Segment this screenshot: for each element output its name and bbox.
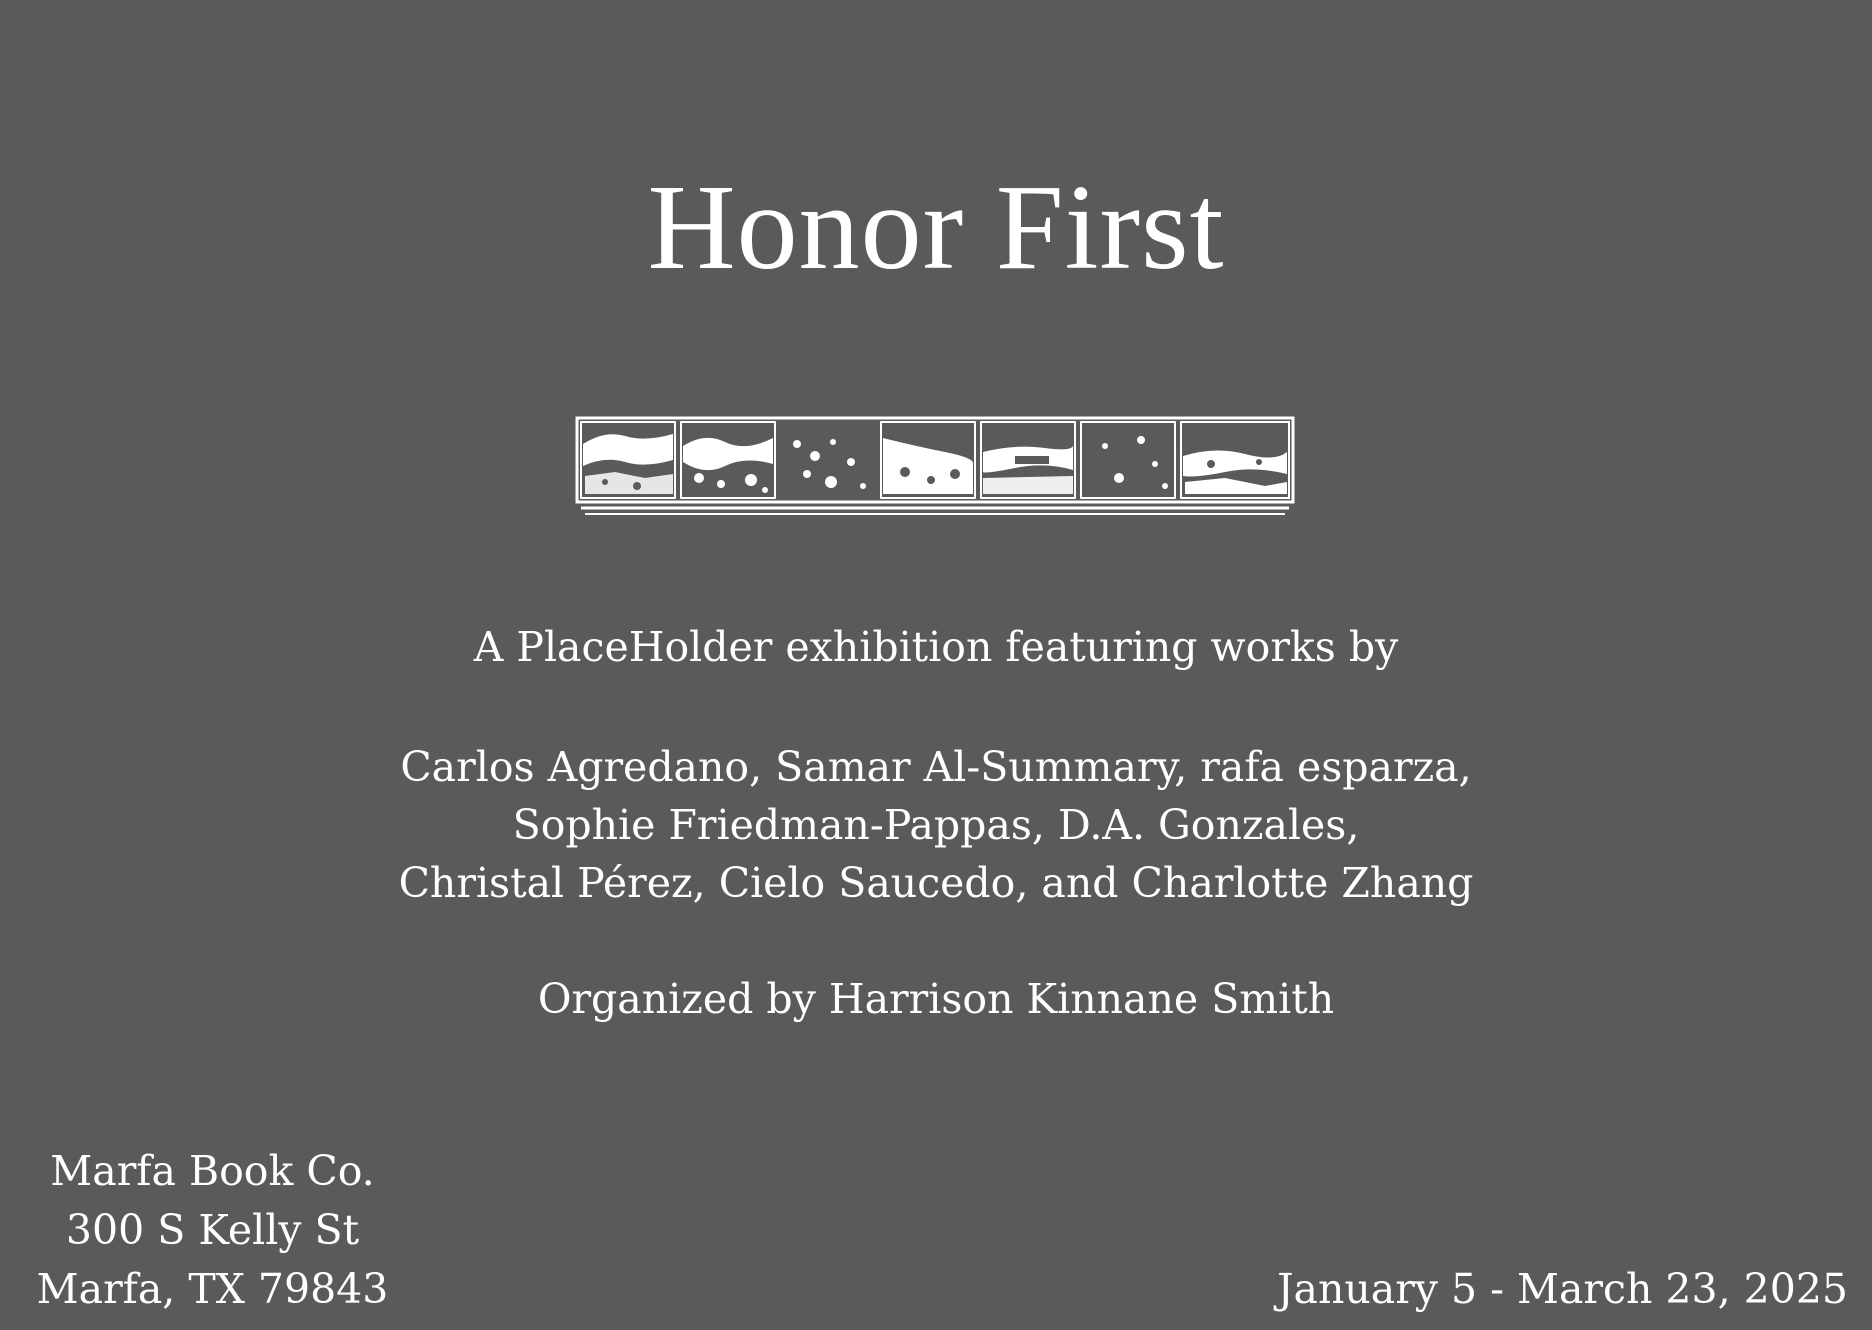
venue-name: Marfa Book Co. xyxy=(50,1147,375,1195)
organizer-credit: Organized by Harrison Kinnane Smith xyxy=(537,975,1335,1023)
artist-line: Sophie Friedman-Pappas, D.A. Gonzales, xyxy=(512,801,1360,849)
landscape-strip-icon xyxy=(575,416,1295,518)
venue-address xyxy=(0,1142,425,1319)
venue-street: 300 S Kelly St xyxy=(65,1206,360,1254)
artist-line: Carlos Agredano, Samar Al-Summary, rafa esparza, xyxy=(400,743,1472,791)
exhibition-dates: January 5 - March 23, 2025 xyxy=(1277,1265,1848,1313)
venue-city: Marfa, TX 79843 xyxy=(36,1265,389,1313)
artist-line: Christal Pérez, Cielo Saucedo, and Charlotte Zhang xyxy=(398,859,1474,907)
exhibition-intro: A PlaceHolder exhibition featuring works by xyxy=(473,623,1399,671)
poster-title: Honor First xyxy=(647,160,1225,295)
artist-list xyxy=(0,738,1872,912)
